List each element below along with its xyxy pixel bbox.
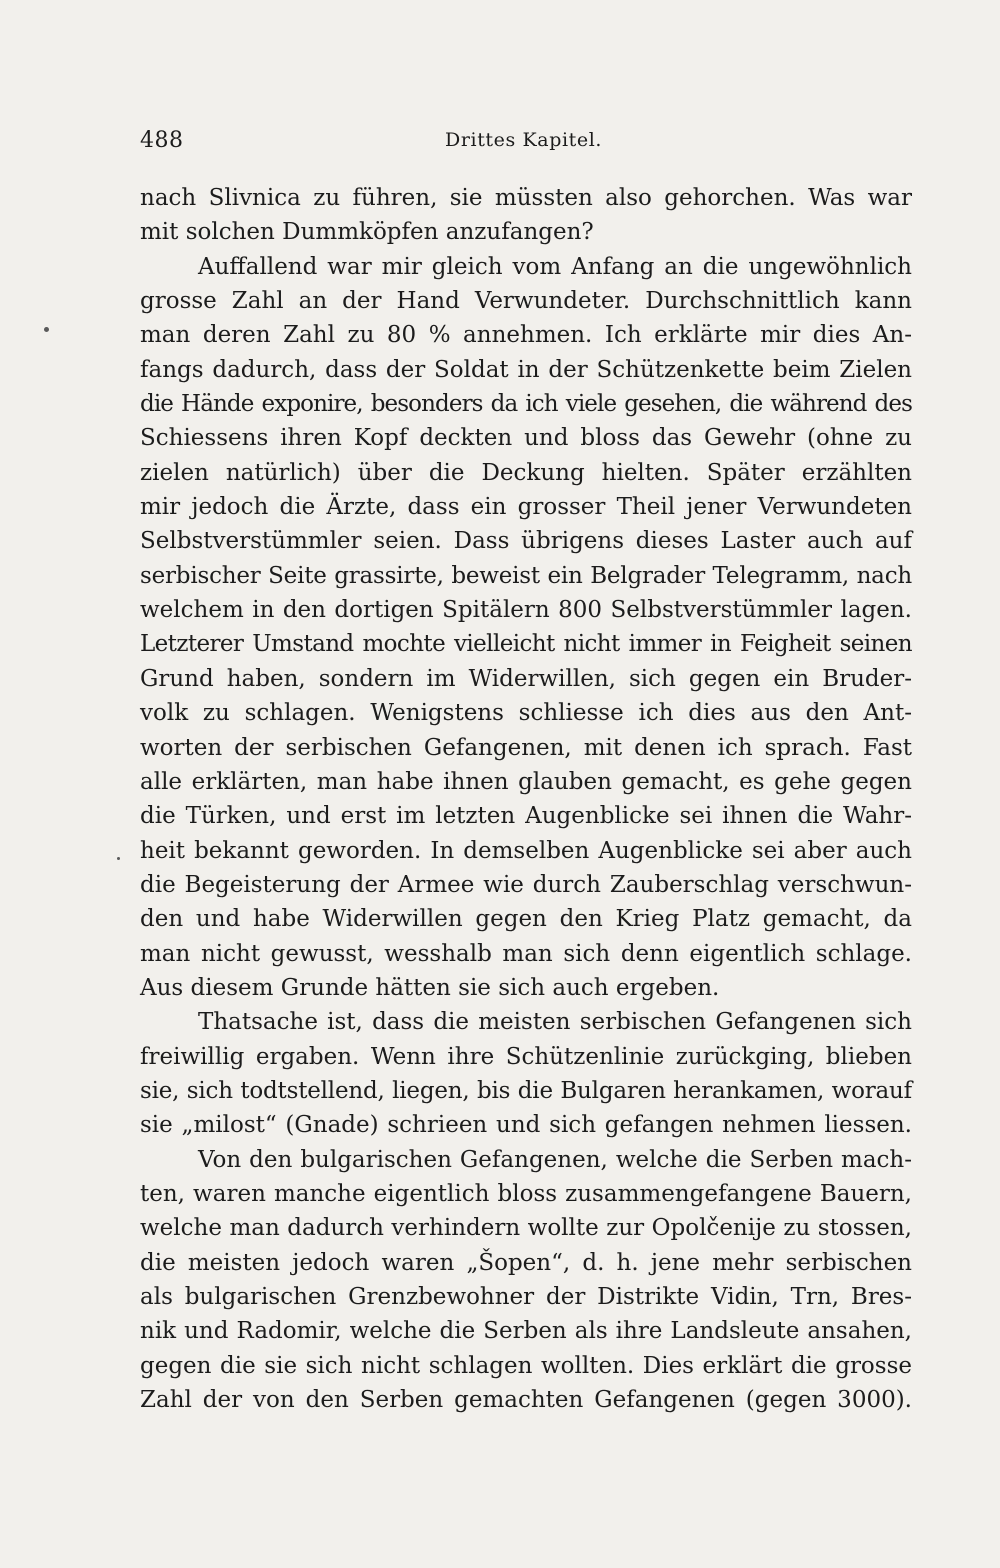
text-line: die Hände exponire, besonders da ich viele gesehen, die während des bbox=[140, 391, 912, 418]
text-line: ten, waren manche eigentlich bloss zusammengefangene Bauern, bbox=[140, 1180, 912, 1207]
text-line: welche man dadurch verhindern wollte zur Opolčenije zu stossen, bbox=[140, 1215, 912, 1242]
text-line: zielen natürlich) über die Deckung hielten. Später erzählten bbox=[140, 459, 912, 486]
text-line: alle erklärten, man habe ihnen glauben gemacht, es gehe gegen bbox=[140, 768, 912, 795]
text-line: die meisten jedoch waren „Šopen“, d. h. jene mehr serbischen bbox=[140, 1249, 912, 1276]
margin-speck bbox=[117, 857, 120, 860]
running-head bbox=[140, 128, 915, 160]
text-line: die Türken, und erst im letzten Augenblicke sei ihnen die Wahr- bbox=[140, 803, 912, 830]
text-line: nik und Radomir, welche die Serben als ihre Landsleute ansahen, bbox=[140, 1318, 912, 1345]
text-line: Letzterer Umstand mochte vielleicht nicht immer in Feigheit seinen bbox=[140, 631, 912, 658]
text-line: Thatsache ist, dass die meisten serbischen Gefangenen sich bbox=[198, 1009, 912, 1036]
text-line: Zahl der von den Serben gemachten Gefangenen (gegen 3000). bbox=[140, 1387, 912, 1414]
text-line: den und habe Widerwillen gegen den Krieg Platz gemacht, da bbox=[140, 906, 912, 933]
text-line: Grund haben, sondern im Widerwillen, sich gegen ein Bruder- bbox=[140, 665, 912, 692]
text-line: Auffallend war mir gleich vom Anfang an die ungewöhnlich bbox=[198, 253, 912, 280]
text-line: man nicht gewusst, wesshalb man sich denn eigentlich schlage. bbox=[140, 940, 912, 967]
page-number: 488 bbox=[140, 128, 184, 153]
chapter-title: Drittes Kapitel. bbox=[445, 129, 603, 151]
text-line: sie, sich todtstellend, liegen, bis die Bulgaren herankamen, worauf bbox=[140, 1077, 912, 1104]
text-line: sie „milost“ (Gnade) schrieen und sich gefangen nehmen liessen. bbox=[140, 1112, 912, 1139]
text-line: volk zu schlagen. Wenigstens schliesse ich dies aus den Ant- bbox=[140, 700, 912, 727]
body-text bbox=[140, 181, 912, 1417]
text-line: freiwillig ergaben. Wenn ihre Schützenlinie zurückging, blieben bbox=[140, 1043, 912, 1070]
text-line: fangs dadurch, dass der Soldat in der Schützenkette beim Zielen bbox=[140, 356, 912, 383]
text-line: grosse Zahl an der Hand Verwundeter. Durchschnittlich kann bbox=[140, 288, 912, 315]
text-line: Von den bulgarischen Gefangenen, welche die Serben mach- bbox=[198, 1146, 912, 1173]
text-line: welchem in den dortigen Spitälern 800 Selbstverstümmler lagen. bbox=[140, 597, 912, 624]
margin-speck bbox=[44, 327, 49, 332]
text-line: Schiessens ihren Kopf deckten und bloss das Gewehr (ohne zu bbox=[140, 425, 912, 452]
text-line: Aus diesem Grunde hätten sie sich auch ergeben. bbox=[140, 974, 720, 1001]
text-line: gegen die sie sich nicht schlagen wollten. Dies erklärt die grosse bbox=[140, 1352, 912, 1379]
text-line: mit solchen Dummköpfen anzufangen? bbox=[140, 219, 594, 246]
text-line: heit bekannt geworden. In demselben Augenblicke sei aber auch bbox=[140, 837, 912, 864]
text-line: als bulgarischen Grenzbewohner der Distrikte Vidin, Trn, Bres- bbox=[140, 1284, 912, 1310]
text-line: mir jedoch die Ärzte, dass ein grosser Theil jener Verwundeten bbox=[140, 494, 912, 521]
text-line: serbischer Seite grassirte, beweist ein Belgrader Telegramm, nach bbox=[140, 562, 912, 589]
text-line: worten der serbischen Gefangenen, mit denen ich sprach. Fast bbox=[140, 734, 912, 761]
text-line: die Begeisterung der Armee wie durch Zauberschlag verschwun- bbox=[140, 871, 912, 898]
text-line: Selbstverstümmler seien. Dass übrigens dieses Laster auch auf bbox=[140, 528, 912, 555]
text-line: man deren Zahl zu 80 % annehmen. Ich erklärte mir dies An- bbox=[140, 322, 912, 349]
text-line: nach Slivnica zu führen, sie müssten also gehorchen. Was war bbox=[140, 185, 912, 211]
